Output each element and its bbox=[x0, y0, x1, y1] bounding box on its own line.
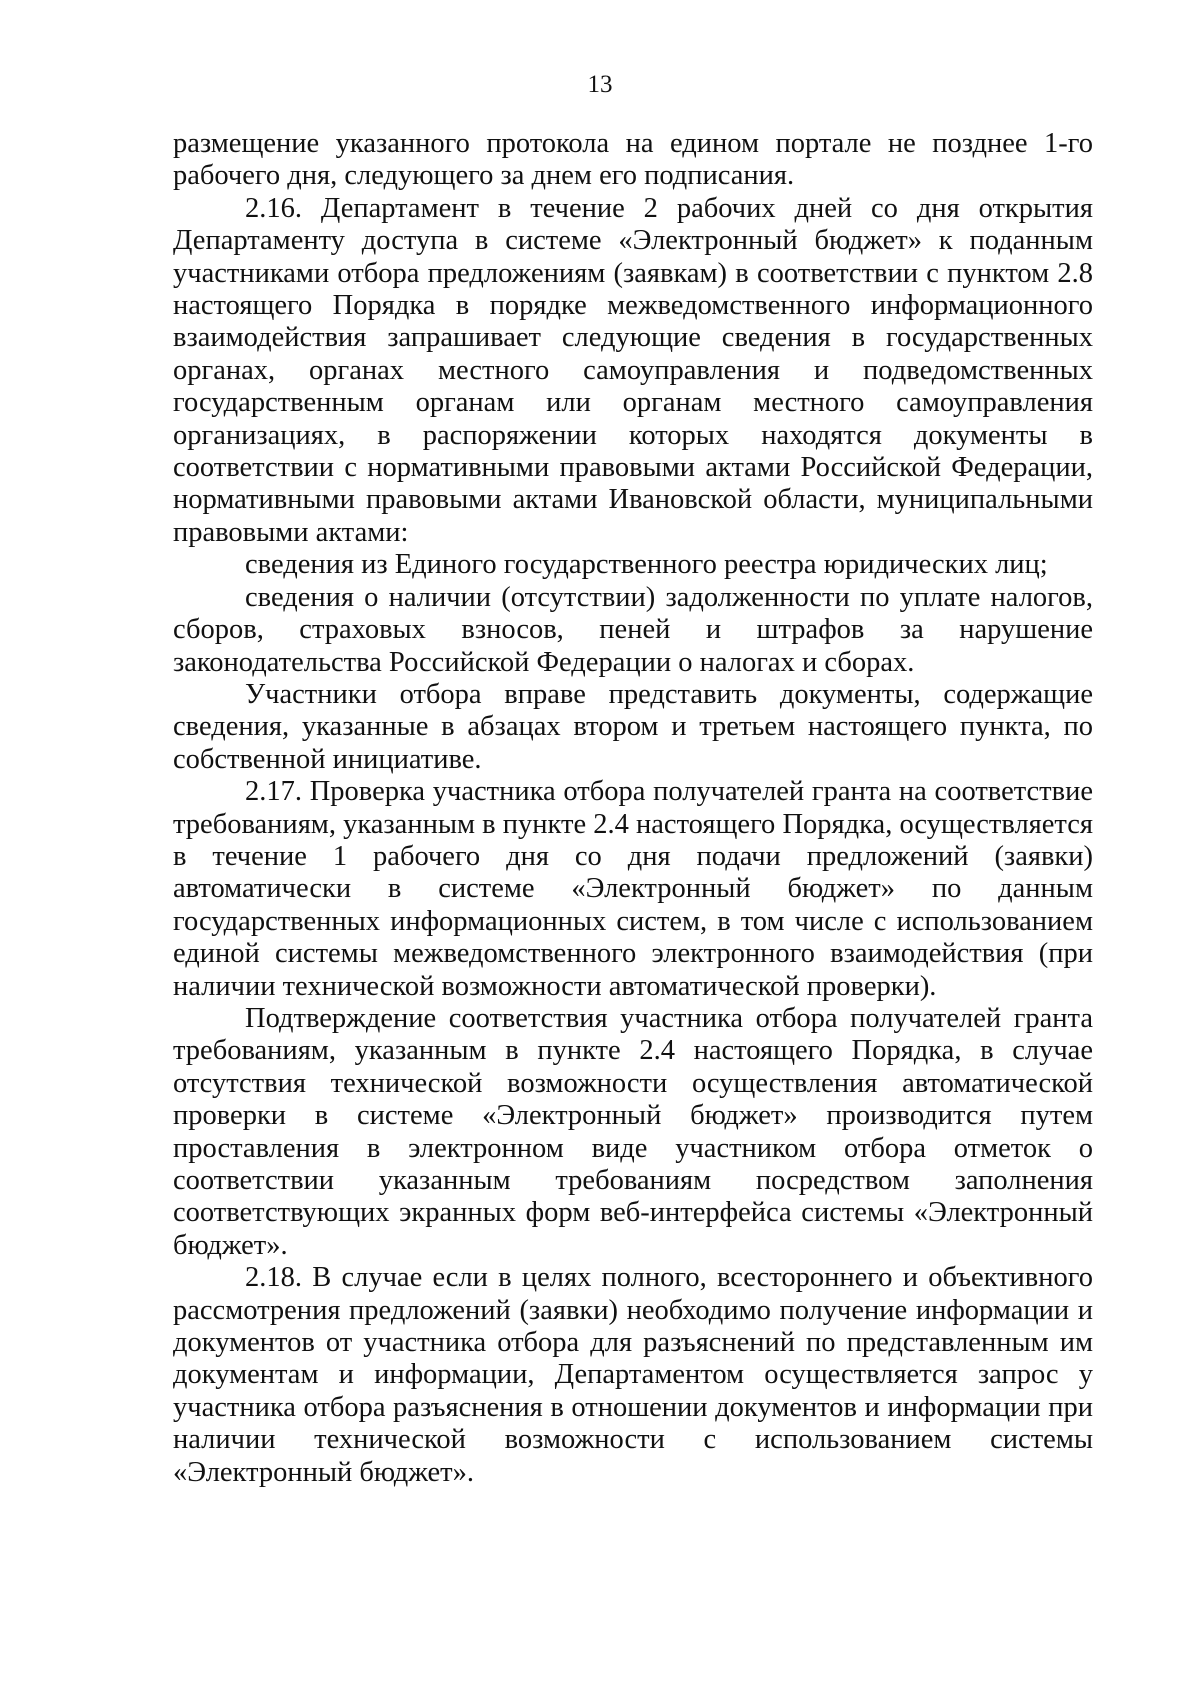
paragraph-2-16: 2.16. Департамент в течение 2 рабочих дней со дня открытия Департаменту доступа в системе «Электронный бюджет» к поданным участниками отбора предложениям (заявкам) в соответствии с пунктом 2.8 настоящего Порядка в порядке межведомственного информационного взаимодействия запрашивает следующие сведения в государственных органах, органах местного самоуправления и подведомственных государственным органам или органам местного самоуправления организациях, в распоряжении которых находятся документы в соответствии с нормативными правовыми актами Российской Федерации, нормативными правовыми актами Ивановской области, муниципальными правовыми актами: bbox=[173, 192, 1093, 548]
paragraph-2-17: 2.17. Проверка участника отбора получателей гранта на соответствие требованиям, указанным в пункте 2.4 настоящего Порядка, осуществляется в течение 1 рабочего дня со дня подачи предложений (заявки) автоматически в системе «Электронный бюджет» по данным государственных информационных систем, в том числе с использованием единой системы межведомственного электронного взаимодействия (при наличии технической возможности автоматической проверки). bbox=[173, 776, 1093, 1002]
paragraph-2-18: 2.18. В случае если в целях полного, всестороннего и объективного рассмотрения предложений (заявки) необходимо получение информации и документов от участника отбора для разъяснений по представленным им документам и информации, Департаментом осуществляется запрос у участника отбора разъяснения в отношении документов и информации при наличии технической возможности с использованием системы «Электронный бюджет». bbox=[173, 1262, 1093, 1488]
paragraph: Участники отбора вправе представить документы, содержащие сведения, указанные в абзацах втором и третьем настоящего пункта, по собственной инициативе. bbox=[173, 678, 1093, 775]
paragraph: размещение указанного протокола на едином портале не позднее 1-го рабочего дня, следующего за днем его подписания. bbox=[173, 128, 1093, 192]
document-body bbox=[173, 128, 1093, 1489]
page-number: 13 bbox=[587, 71, 613, 98]
paragraph: Подтверждение соответствия участника отбора получателей гранта требованиям, указанным в пункте 2.4 настоящего Порядка, в случае отсутствия технической возможности осуществления автоматической проверки в системе «Электронный бюджет» производится путем проставления в электронном виде участником отбора отметок о соответствии указанным требованиям посредством заполнения соответствующих экранных форм веб-интерфейса системы «Электронный бюджет». bbox=[173, 1002, 1093, 1261]
paragraph: сведения из Единого государственного реестра юридических лиц; bbox=[245, 549, 1048, 581]
paragraph: сведения о наличии (отсутствии) задолженности по уплате налогов, сборов, страховых взносов, пеней и штрафов за нарушение законодательства Российской Федерации о налогах и сборах. bbox=[173, 581, 1093, 678]
